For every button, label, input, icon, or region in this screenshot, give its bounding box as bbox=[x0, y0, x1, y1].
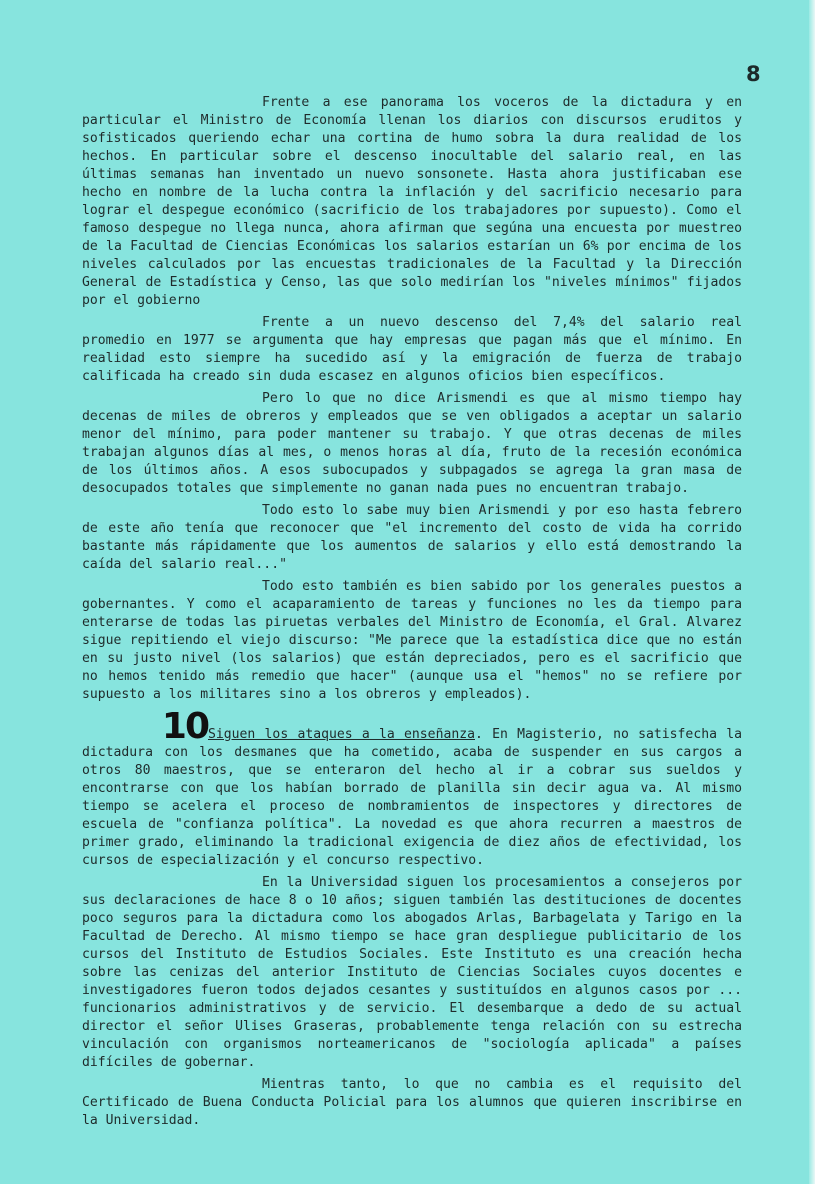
paragraph-5: Todo esto también es bien sabido por los generales puestos a gobernantes. Y como el acaparamiento de tareas y funciones no les da tiempo para enterarse de todas las piruetas verbales del Ministro de Economía, el Gral. Alvarez sigue repitiendo el viejo discurso: "Me parece que la estadística dice que no están en su justo nivel (los salarios) que están depreciados, pero es el sacrificio que no hemos tenido más remedio que hacer" (aunque usa el "hemos" no se refiere por supuesto a los militares sino a los obreros y empleados). bbox=[82, 579, 742, 702]
section-number: 10 bbox=[161, 706, 208, 747]
paper-edge bbox=[809, 0, 815, 1184]
paragraph-4: Todo esto lo sabe muy bien Arismendi y por eso hasta febrero de este año tenía que reconocer que "el incremento del costo de vida ha corrido bastante más rápidamente que los aumentos de salarios y ello está demostrando la caída del salario real..." bbox=[82, 503, 742, 572]
paragraph-7: En la Universidad siguen los procesamientos a consejeros por sus declaraciones de hace 8 o 10 años; siguen también las destituciones de docentes poco seguros para la dictadura como los abogados Arlas, Barbagelata y Tarigo en la Facultad de Derecho. Al mismo tiempo se hace gran despliegue publicitario de los cursos del Instituto de Estudios Sociales. Este Instituto es una creación hecha sobre las cenizas del anterior Instituto de Ciencias Sociales cuyos docentes e investigadores fueron todos dejados cesantes y sustituídos en algunos casos por ... funcionarios administrativos y de servicio. El desembarque a dedo de su actual director el señor Ulises Graseras, probablemente tenga relación con su estrecha vinculación con organismos norteamericanos de "sociología aplicada" a países difíciles de gobernar. bbox=[82, 875, 742, 1070]
page-number: 8 bbox=[746, 62, 761, 86]
section-title: Siguen los ataques a la enseñanza bbox=[208, 727, 475, 742]
paragraph-1: Frente a ese panorama los voceros de la dictadura y en particular el Ministro de Economía llenan los diarios con discursos eruditos y sofisticados queriendo echar una cortina de humo sobra la dura realidad de los hechos. En particular sobre el descenso inocultable del salario real, en las últimas semanas han inventado un nuevo sonsonete. Hasta ahora justificaban ese hecho en nombre de la lucha contra la inflación y del sacrificio necesario para lograr el despegue económico (sacrificio de los trabajadores por supuesto). Como el famoso despegue no llega nunca, ahora afirman que segúna una encuesta por muestreo de la Facultad de Ciencias Económicas los salarios estarían un 6% por encima de los niveles calculados por las encuestas tradicionales de la Facultad y la Dirección General de Estadística y Censo, las que solo medirían los "niveles mínimos" fijados por el gobierno bbox=[82, 95, 742, 308]
section-text: . En Magisterio, no satisfecha la dictadura con los desmanes que ha cometido, acaba de suspender en sus cargos a otros 80 maestros, que se enteraron del hecho al ir a cobrar sus sueldos y encontrarse con que los habían borrado de planilla sin decir agua va. Al mismo tiempo se acelera el proceso de nombramientos de inspectores y directores de escuela de "confianza política". La novedad es que ahora recurren a maestros de primer grado, eliminando la tradicional exigencia de diez años de efectividad, los cursos de especialización y el concurso respectivo. bbox=[82, 727, 742, 868]
paragraph-2: Frente a un nuevo descenso del 7,4% del salario real promedio en 1977 se argumenta que hay empresas que pagan más que el mínimo. En realidad esto siempre ha sucedido así y la emigración de fuerza de trabajo calificada ha creado sin duda escasez en algunos oficios bien específicos. bbox=[82, 315, 742, 384]
document-body bbox=[82, 94, 742, 1134]
paragraph-3: Pero lo que no dice Arismendi es que al mismo tiempo hay decenas de miles de obreros y empleados que se ven obligados a aceptar un salario menor del mínimo, para poder mantener su trabajo. Y que otras decenas de miles trabajan algunos días al mes, o menos horas al día, fruto de la recesión económica de los últimos años. A esos subocupados y subpagados se agrega la gran masa de desocupados totales que simplemente no ganan nada pues no encuentran trabajo. bbox=[82, 391, 742, 496]
section-10-paragraph bbox=[82, 706, 742, 870]
paragraph-8: Mientras tanto, lo que no cambia es el requisito del Certificado de Buena Conducta Policial para los alumnos que quieren inscribirse en la Universidad. bbox=[82, 1077, 742, 1128]
